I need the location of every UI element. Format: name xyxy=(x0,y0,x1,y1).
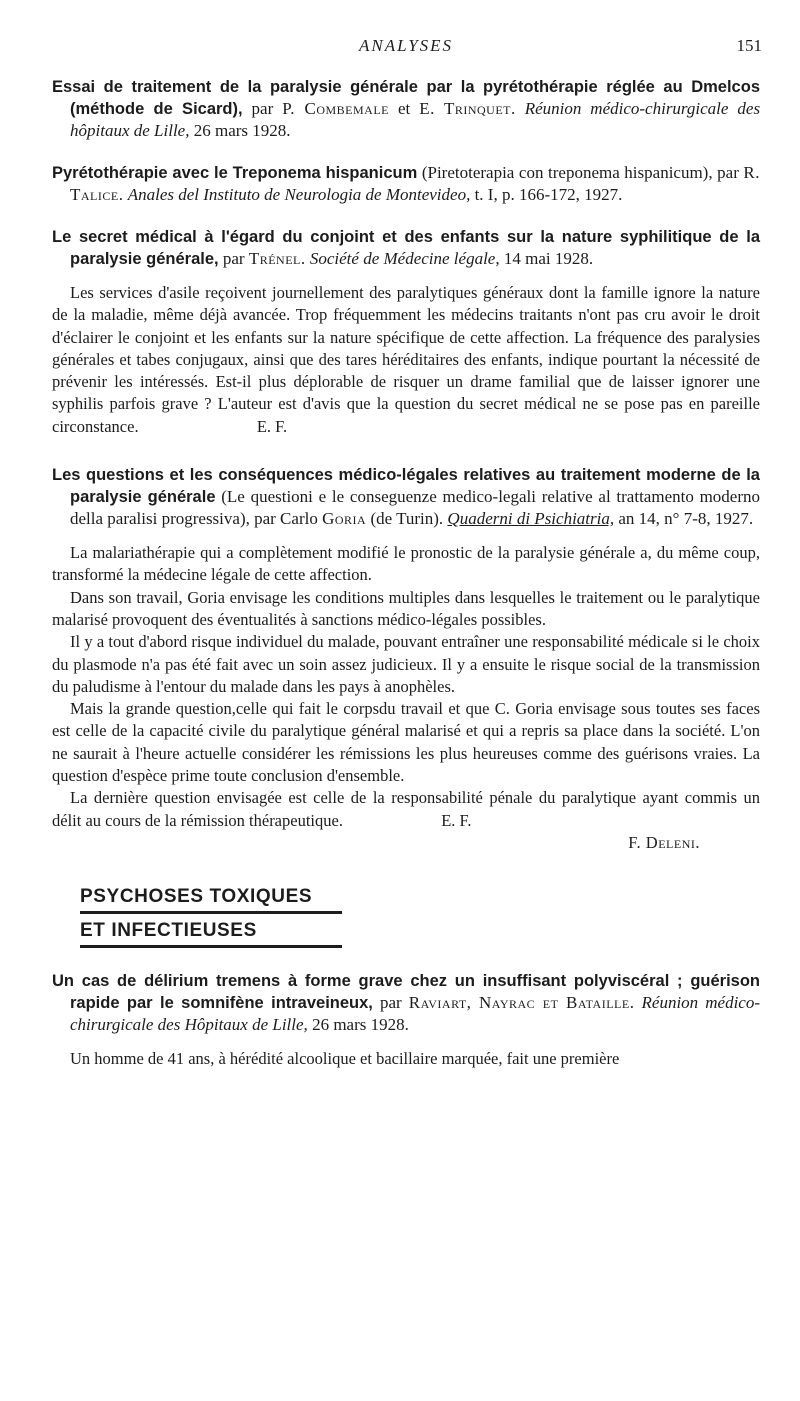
running-title: ANALYSES xyxy=(358,36,454,55)
running-header xyxy=(52,36,760,62)
author: R. Talice. xyxy=(70,163,761,204)
source: Anales del Instituto de Neurologia de Montevideo, xyxy=(127,185,471,204)
entry-pyretotherapie-dmelcos xyxy=(52,76,760,142)
entry-title: Un cas de délirium tremens à forme grave chez un insuffisant polyviscéral ; guérison rapide par le somnifène intraveineux, xyxy=(52,971,760,1012)
entry-title: Pyrétothérapie avec le Treponema hispanicum xyxy=(52,164,418,182)
entry-questions-medico-legales xyxy=(52,464,760,854)
abstract-body xyxy=(52,282,760,438)
place: (de Turin). xyxy=(370,509,444,529)
reference xyxy=(52,226,760,270)
source: Réunion médico-chirurgicale des hôpitaux de Lille, xyxy=(70,99,761,140)
signature: E. F. xyxy=(441,810,472,830)
reference xyxy=(52,76,760,142)
entry-subtitle: (Piretoterapia con treponema hispanicum), par xyxy=(421,163,739,182)
signature: E. F. xyxy=(256,416,288,436)
abstract-body: Un homme de 41 ans, à hérédité alcoolique et bacillaire marquée, fait une première xyxy=(70,1048,620,1068)
entry-secret-medical xyxy=(52,226,760,438)
entry-title: Les questions et les conséquences médico-légales relatives au traitement moderne de la paralysie générale xyxy=(52,466,760,507)
page xyxy=(52,36,760,1084)
section-heading xyxy=(80,886,342,954)
source: Quaderni di Psichiatria, xyxy=(447,509,615,529)
source: Société de Médecine légale, xyxy=(309,249,500,268)
entry-treponema-hispanicum xyxy=(52,162,760,206)
by-word: par xyxy=(251,99,274,118)
source: Réunion médico-chirurgicale des Hôpitaux de Lille, xyxy=(70,992,761,1034)
entry-delirium-tremens xyxy=(52,970,760,1070)
details: an 14, n° 7-8, 1927. xyxy=(618,509,754,529)
date: 26 mars 1928. xyxy=(312,1014,409,1034)
paragraph: La malariathérapie qui a complètement modifié le pronostic de la paralysie générale a, du même coup, transformé la médecine légale de cette affection. xyxy=(52,543,760,585)
entry-subtitle: (Le questioni e le conseguenze medico-legali relative al trattamento moderno della paralisi progressiva), par Carlo xyxy=(70,487,760,529)
reference xyxy=(52,970,760,1036)
abstract-text: Les services d'asile reçoivent journellement des paralytiques généraux dont la famille ignore la nature de la maladie, même déjà avancée. Trop fréquemment les médecins traitants n'ont pas cru avoir le droit d'éclairer le conjoint et les enfants sur la nature spécifique de cette affection. La fréquence des paralysies générales et tabes conjugaux, ainsi que des tares héréditaires des enfants, indique pourtant la nécessité de prévenir les intéressés. Est-il plus déplorable de risquer un drame familial que de laisser ignorer une syphilis parfois grave ? L'auteur est d'avis que la question du secret médical ne se pose pas en pareille circonstance. xyxy=(52,283,760,436)
date: 26 mars 1928. xyxy=(193,121,291,140)
author: Trénel. xyxy=(248,249,306,268)
authors: Raviart, Nayrac et Bataille. xyxy=(408,992,635,1012)
by-word: par xyxy=(222,249,245,268)
paragraph: Dans son travail, Goria envisage les conditions multiples dans lesquelles le traitement ou le paralytique malarisé provoquent des éventualités à sanctions médico-légales possibles. xyxy=(52,587,760,629)
signature-author: F. Deleni. xyxy=(628,832,700,852)
author: P. Combemale xyxy=(282,99,389,118)
reference xyxy=(52,162,760,206)
page-number: 151 xyxy=(736,36,762,55)
details: t. I, p. 166-172, 1927. xyxy=(474,185,623,204)
reference xyxy=(52,464,760,530)
signature-block xyxy=(52,832,760,854)
entry-title: Essai de traitement de la paralysie générale par la pyrétothérapie réglée au Dmelcos (méthode de Sicard), xyxy=(52,78,760,118)
paragraph xyxy=(52,787,760,832)
author: E. Trinquet. xyxy=(419,99,516,118)
entry-title: Le secret médical à l'égard du conjoint et des enfants sur la nature syphilitique de la paralysie générale, xyxy=(52,228,760,268)
paragraph-text: La dernière question envisagée est celle de la responsabilité pénale du paralytique ayant commis un délit au cours de la rémission thérapeutique. xyxy=(52,788,760,830)
section-heading-line-2: ET INFECTIEUSES xyxy=(80,920,342,948)
section-heading-line-1: PSYCHOSES TOXIQUES xyxy=(80,886,342,914)
paragraph: Il y a tout d'abord risque individuel du malade, pouvant entraîner une responsabilité médicale si le choix du plasmode n'a pas été fait avec un soin assez judicieux. Il y a ensuite le risque social de la transmission du paludisme à l'entour du malade dans les pays à anophèles. xyxy=(52,632,760,696)
author: Goria xyxy=(322,509,367,529)
and-word: et xyxy=(397,99,411,118)
paragraph: Mais la grande question,celle qui fait le corpsdu travail et que C. Goria envisage sous toutes ses faces est celle de la capacité civile du paralytique général malarisé et qui a repris sa place dans la société. L'on ne saurait à l'heure actuelle considérer les rémissions les plus heureuses comme des guérisons vraies. La question d'espèce prime toute conclusion d'ensemble. xyxy=(52,699,760,786)
date: 14 mai 1928. xyxy=(503,249,594,268)
by-word: par xyxy=(379,992,402,1012)
